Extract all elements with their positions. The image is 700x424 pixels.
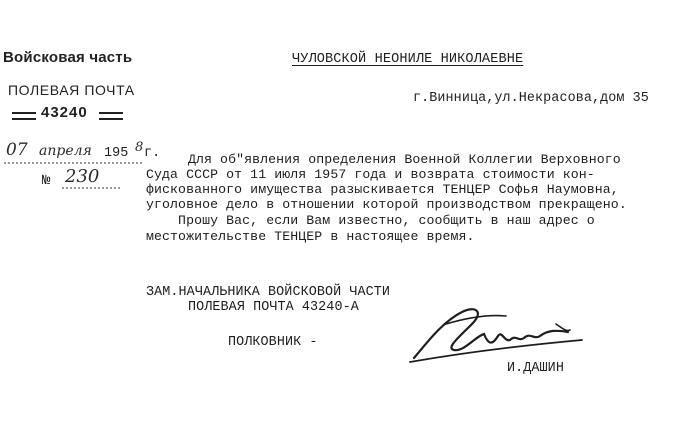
reg-underline <box>40 167 140 191</box>
body-line-2: Суда СССР от 11 июля 1957 года и возврата стоимости кон- <box>146 167 595 182</box>
handwritten-signature <box>406 300 596 370</box>
date-month: апреля <box>39 143 92 159</box>
signature-title-line1: ЗАМ.НАЧАЛЬНИКА ВОЙСКОВОЙ ЧАСТИ <box>146 285 391 300</box>
recipient-address: г.Винница,ул.Некрасова,дом 35 <box>413 91 649 106</box>
recipient-name: ЧУЛОВСКОЙ НЕОНИЛЕ НИКОЛАЕВНЕ <box>292 52 524 67</box>
body-line-6: местожительстве ТЕНЦЕР в настоящее время. <box>146 229 475 244</box>
signer-name: И.ДАШИН <box>507 361 564 376</box>
reg-number: 230 <box>65 166 100 187</box>
double-dash-right-icon <box>95 104 125 130</box>
body-line-1: Для об"явления определения Военной Коллегии Верховного <box>188 152 621 167</box>
field-post-label: ПОЛЕВАЯ ПОЧТА <box>8 82 135 98</box>
body-line-3: фискованного имущества разыскивается ТЕНЦЕР Софья Наумовна, <box>146 182 619 197</box>
date-year-hand: 8 <box>135 140 144 155</box>
signature-title-line2: ПОЛЕВАЯ ПОЧТА 43240-А <box>188 300 359 315</box>
date-suffix: г. <box>144 146 161 161</box>
body-line-4: уголовное дело в отношении которой производством прекращено. <box>146 197 627 212</box>
field-post-number-row <box>10 104 130 130</box>
date-year-printed: 195 <box>104 146 129 161</box>
double-dash-left-icon <box>10 104 40 130</box>
signature-rank: ПОЛКОВНИК - <box>228 335 318 350</box>
date-day: 07 <box>6 140 28 160</box>
field-post-number: 43240 <box>41 104 88 121</box>
reg-prefix: № <box>42 173 51 189</box>
registration-line <box>40 167 140 191</box>
unit-name: Войсковая часть <box>3 49 133 66</box>
body-line-5: Прошу Вас, если Вам известно, сообщить в наш адрес о <box>146 213 595 228</box>
